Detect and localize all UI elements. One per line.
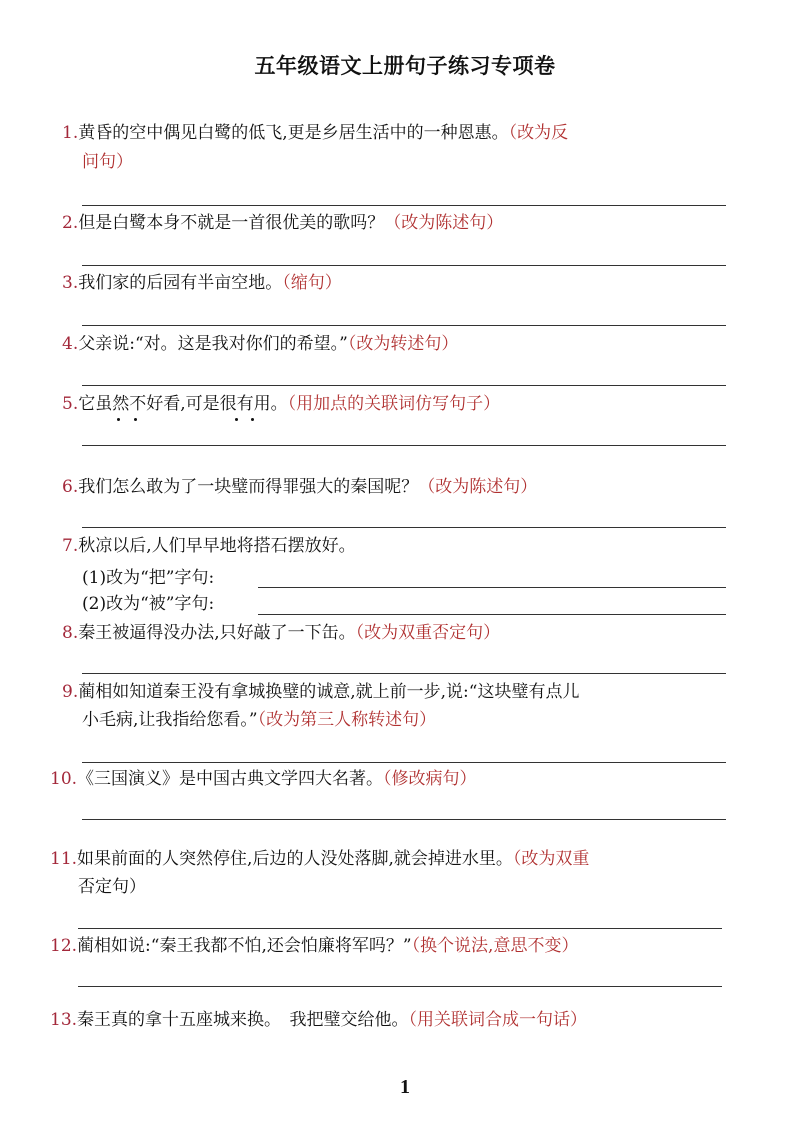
answer-line-3[interactable] [82, 325, 726, 326]
question-instruction: （改为双重否定句） [355, 623, 501, 643]
question-number: 10. [50, 769, 78, 789]
question-number: 5. [62, 394, 79, 414]
question-text: 父亲说:“对。这是我对你们的希望。” [78, 334, 348, 354]
question-6 [62, 473, 537, 502]
question-number: 8. [62, 623, 79, 643]
question-instruction: （改为转述句） [347, 334, 459, 354]
question-instruction: （用关联词合成一句话） [408, 1010, 588, 1030]
question-text: 蔺相如说:“秦王我都不怕,还会怕廉将军吗？” [77, 936, 412, 956]
answer-line-10[interactable] [82, 819, 726, 820]
question-2 [62, 209, 503, 238]
question-instruction: （改为第三人称转述句） [257, 710, 437, 730]
question-11-continued [78, 873, 146, 902]
question-number: 12. [50, 936, 78, 956]
question-text: 秋凉以后,人们早早地将搭石摆放好。 [78, 536, 356, 556]
question-number: 11. [50, 849, 78, 869]
question-3 [62, 269, 342, 298]
emphasis-dot [117, 418, 120, 421]
question-number: 7. [62, 536, 79, 556]
answer-line-11[interactable] [78, 928, 722, 929]
question-number: 13. [50, 1010, 78, 1030]
question-instruction: （改为陈述句） [418, 477, 538, 497]
question-text: 它虽然不好看,可是很有用。 [78, 394, 288, 414]
question-number: 9. [62, 682, 79, 702]
emphasis-dot [251, 418, 254, 421]
question-number: 2. [62, 213, 79, 233]
question-instruction: （改为反 [508, 123, 569, 143]
question-8 [62, 619, 500, 648]
question-7 [62, 532, 356, 561]
question-instruction: （缩句） [282, 273, 342, 293]
question-7-part-2: (2)改为“被”字句: [82, 594, 215, 614]
answer-line-4[interactable] [82, 385, 726, 386]
question-text: 蔺相如知道秦王没有拿城换璧的诚意,就上前一步,说:“这块璧有点儿 [78, 682, 580, 702]
answer-line-2[interactable] [82, 265, 726, 266]
answer-line-5[interactable] [82, 445, 726, 446]
answer-line-7-1[interactable] [258, 587, 726, 588]
answer-line-9[interactable] [82, 762, 726, 763]
answer-line-1[interactable] [82, 205, 726, 206]
answer-line-12[interactable] [78, 986, 722, 987]
question-text: 但是白鹭本身不就是一首很优美的歌吗？ [78, 213, 385, 233]
question-instruction: （用加点的关联词仿写句子） [287, 394, 501, 414]
question-1-continued [82, 148, 133, 177]
question-9 [62, 678, 579, 707]
question-text: 黄昏的空中偶见白鹭的低飞,更是乡居生活中的一种恩惠。 [78, 123, 509, 143]
question-instruction: （换个说法,意思不变） [411, 936, 579, 956]
question-5 [62, 390, 500, 419]
question-instruction: （改为双重 [512, 849, 590, 869]
question-1 [62, 119, 568, 148]
question-text: 如果前面的人突然停住,后边的人没处落脚,就会掉进水里。 [77, 849, 513, 869]
question-text: 秦王真的拿十五座城来换。 我把璧交给他。 [77, 1010, 409, 1030]
question-12 [50, 932, 578, 961]
question-13 [50, 1006, 587, 1035]
question-number: 3. [62, 273, 79, 293]
worksheet-title: 五年级语文上册句子练习专项卷 [254, 53, 556, 78]
question-7-part-1: (1)改为“把”字句: [82, 568, 215, 588]
page-number: 1 [400, 1076, 410, 1098]
question-text: 《三国演义》是中国古典文学四大名著。 [77, 769, 384, 789]
question-instruction: 问句） [82, 152, 133, 172]
question-10 [50, 765, 477, 794]
question-number: 6. [62, 477, 79, 497]
answer-line-8[interactable] [82, 673, 726, 674]
question-text: 小毛病,让我指给您看。” [82, 710, 258, 730]
question-instruction: （改为陈述句） [384, 213, 504, 233]
emphasis-dot [235, 418, 238, 421]
question-11 [50, 845, 589, 874]
answer-line-7-2[interactable] [258, 614, 726, 615]
question-text: 秦王被逼得没办法,只好敲了一下缶。 [78, 623, 356, 643]
question-number: 1. [62, 123, 79, 143]
question-text: 我们家的后园有半亩空地。 [78, 273, 283, 293]
question-instruction: （修改病句） [383, 769, 477, 789]
answer-line-6[interactable] [82, 527, 726, 528]
question-4 [62, 330, 458, 359]
question-number: 4. [62, 334, 79, 354]
emphasis-dot [134, 418, 137, 421]
question-text: 我们怎么敢为了一块璧而得罪强大的秦国呢？ [78, 477, 419, 497]
question-instruction: 否定句） [78, 877, 146, 897]
question-9-continued [82, 706, 436, 735]
